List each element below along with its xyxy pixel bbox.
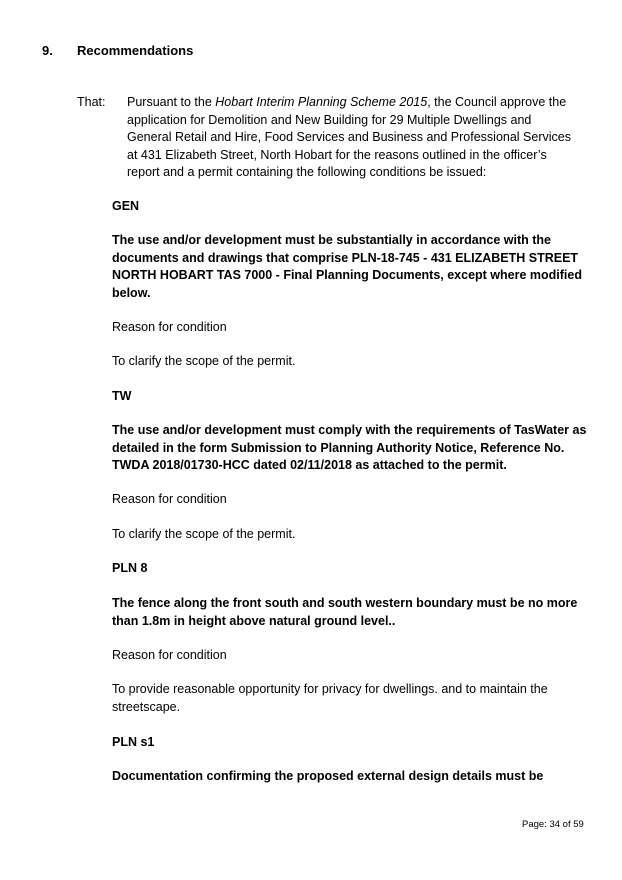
condition-text-plns1: Documentation confirming the proposed external design details must be <box>112 769 544 783</box>
condition-code-gen: GEN <box>112 199 140 213</box>
page-number: Page: 34 of 59 <box>522 819 584 830</box>
condition-code-plns1: PLN s1 <box>112 735 155 749</box>
condition-text-gen: The use and/or development must be substantially in accordance with the documents and drawings that comprise PLN-18-745 - 431 ELIZABETH STREET NORTH HOBART TAS 7000 - Final Planning Documents, except where modified below. <box>112 233 582 300</box>
condition-text-pln8: The fence along the front south and south western boundary must be no more than 1.8m in height above natural ground level.. <box>112 596 578 628</box>
reason-label-tw: Reason for condition <box>112 492 227 506</box>
reason-text-pln8: To provide reasonable opportunity for privacy for dwellings. and to maintain the streetscape. <box>112 682 548 714</box>
section-number: 9. <box>42 43 53 58</box>
reason-label-pln8: Reason for condition <box>112 648 227 662</box>
resolution-intro <box>127 94 572 182</box>
intro-after: , the Council approve the application for Demolition and New Building for 29 Multiple Dwellings and General Retail and Hire, Food Services and Business and Professional Services at 431 Elizabeth Street, North Hobart for the reasons outlined in the officer’s report and a permit containing the following conditions be issued: <box>127 95 571 179</box>
scheme-name: Hobart Interim Planning Scheme 2015 <box>215 95 428 109</box>
condition-code-pln8: PLN 8 <box>112 561 148 575</box>
condition-code-tw: TW <box>112 389 132 403</box>
section-title: Recommendations <box>77 43 194 58</box>
that-label: That: <box>77 95 106 109</box>
reason-text-gen: To clarify the scope of the permit. <box>112 354 296 368</box>
condition-text-tw: The use and/or development must comply with the requirements of TasWater as detailed in the form Submission to Planning Authority Notice, Reference No. TWDA 2018/01730-HCC dated 02/11/2018 as attached to the permit. <box>112 423 587 472</box>
intro-before: Pursuant to the <box>127 95 216 109</box>
reason-label-gen: Reason for condition <box>112 320 227 334</box>
reason-text-tw: To clarify the scope of the permit. <box>112 527 296 541</box>
